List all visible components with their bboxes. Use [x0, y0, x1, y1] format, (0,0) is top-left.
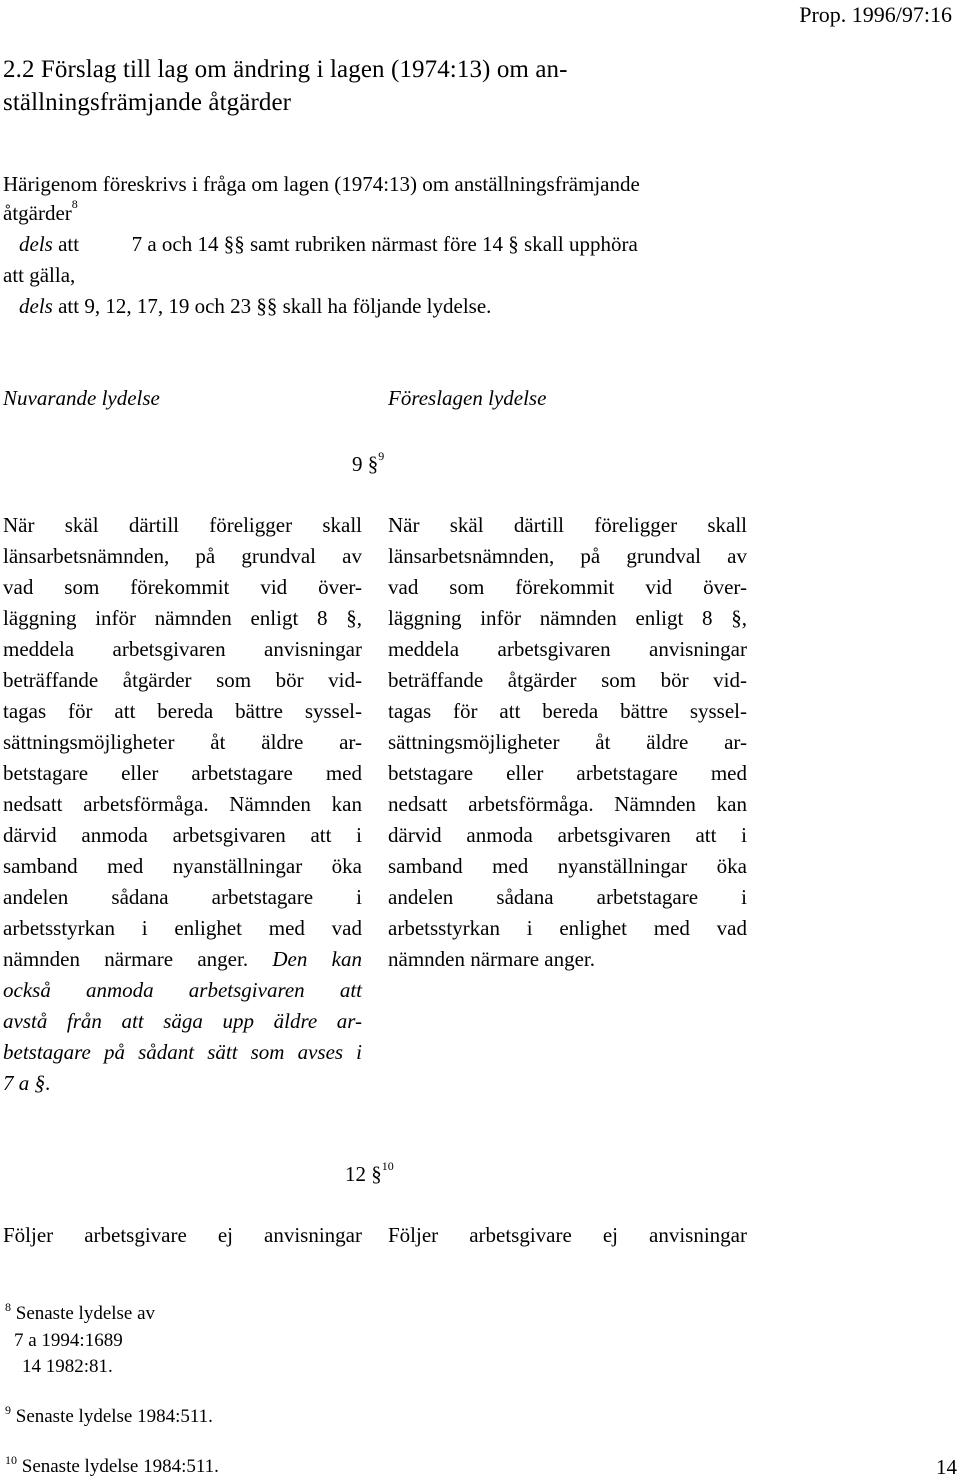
section-12-current-text	[3, 1220, 362, 1251]
text-line: samband med nyanställningar öka	[3, 854, 362, 878]
footnote-8: $^8$ Senaste lydelse av	[5, 1300, 156, 1324]
text-line: andelen sådana arbetstagare i	[388, 885, 747, 909]
text-line: läggning inför nämnden enligt 8 §,	[3, 606, 362, 630]
page-number: 14	[936, 1455, 957, 1479]
text-line: Följer arbetsgivare ej anvisningar	[388, 1223, 747, 1247]
italic-text-line: betstagare på sådant sätt som avses i	[3, 1040, 362, 1064]
proposition-reference: Prop. 1996/97:16	[799, 2, 952, 27]
text-line: nedsatt arbetsförmåga. Nämnden kan	[3, 792, 362, 816]
text-line: meddela arbetsgivaren anvisningar	[3, 637, 362, 661]
intro-line-5: dels att 9, 12, 17, 19 och 23 §§ skall ha följande lydelse.	[19, 294, 492, 318]
text-line: samband med nyanställningar öka	[388, 854, 747, 878]
section-12-proposed-text	[388, 1220, 747, 1251]
intro-line-1: Härigenom föreskrivs i fråga om lagen (1974:13) om anställningsfrämjande	[3, 172, 640, 196]
text-line: andelen sådana arbetstagare i	[3, 885, 362, 909]
text-line: När skäl därtill föreligger skall	[388, 513, 747, 537]
section-12-label: 12 §$^{10}$	[345, 1159, 394, 1186]
text-line: tagas för att bereda bättre syssel-	[3, 699, 362, 723]
text-line: sättningsmöjligheter åt äldre ar-	[3, 730, 362, 754]
section-9-current-text	[3, 510, 362, 1099]
text-line: därvid anmoda arbetsgivaren att i	[388, 823, 747, 847]
text-line: betstagare eller arbetstagare med	[388, 761, 747, 785]
intro-line-4: att gälla,	[3, 263, 76, 287]
text-line-final: 7 a §.	[3, 1071, 51, 1095]
text-line: beträffande åtgärder som bör vid-	[388, 668, 747, 692]
text-line: arbetsstyrkan i enlighet med vad	[3, 916, 362, 940]
text-line: sättningsmöjligheter åt äldre ar-	[388, 730, 747, 754]
italic-text-line: också anmoda arbetsgivaren att	[3, 978, 362, 1002]
text-line: länsarbetsnämnden, på grundval av	[388, 544, 747, 568]
text-line: därvid anmoda arbetsgivaren att i	[3, 823, 362, 847]
text-line: meddela arbetsgivaren anvisningar	[388, 637, 747, 661]
footnote-ref-10: 10	[381, 1159, 394, 1173]
text-line: Följer arbetsgivare ej anvisningar	[3, 1223, 362, 1247]
section-9-proposed-text	[388, 510, 747, 975]
text-line: nedsatt arbetsförmåga. Nämnden kan	[388, 792, 747, 816]
text-line: arbetsstyrkan i enlighet med vad	[388, 916, 747, 940]
section-heading-line-1: 2.2 Förslag till lag om ändring i lagen (1974:13) om an-	[3, 56, 568, 83]
footnote-ref-8: 8	[71, 197, 78, 211]
text-line-mixed: nämnden närmare anger. Den kan	[3, 947, 362, 971]
text-line: betstagare eller arbetstagare med	[3, 761, 362, 785]
text-line: läggning inför nämnden enligt 8 §,	[388, 606, 747, 630]
text-line: beträffande åtgärder som bör vid-	[3, 668, 362, 692]
text-line: länsarbetsnämnden, på grundval av	[3, 544, 362, 568]
footnote-ref-9: 9	[378, 449, 385, 463]
footnote-8-line-2: 7 a 1994:1689	[14, 1330, 123, 1351]
footnote-8-line-3: 14 1982:81.	[22, 1356, 113, 1377]
footnote-9: $^9$ Senaste lydelse 1984:511.	[5, 1403, 213, 1427]
section-9-label: 9 §$^9$	[352, 449, 385, 476]
proposed-wording-heading: Föreslagen lydelse	[388, 386, 547, 410]
intro-line-3: dels att 7 a och 14 §§ samt rubriken närmast före 14 § skall upphöra	[19, 232, 638, 256]
text-line: tagas för att bereda bättre syssel-	[388, 699, 747, 723]
text-line: När skäl därtill föreligger skall	[3, 513, 362, 537]
text-line: vad som förekommit vid över-	[388, 575, 747, 599]
text-line: vad som förekommit vid över-	[3, 575, 362, 599]
italic-text-line: avstå från att säga upp äldre ar-	[3, 1009, 362, 1033]
current-wording-heading: Nuvarande lydelse	[3, 386, 160, 410]
footnote-10: $^{10}$ Senaste lydelse 1984:511.	[5, 1453, 219, 1477]
section-heading-line-2: ställningsfrämjande åtgärder	[3, 89, 292, 116]
text-line-final: nämnden närmare anger.	[388, 947, 595, 971]
intro-line-2: åtgärder$^8$	[3, 197, 78, 225]
